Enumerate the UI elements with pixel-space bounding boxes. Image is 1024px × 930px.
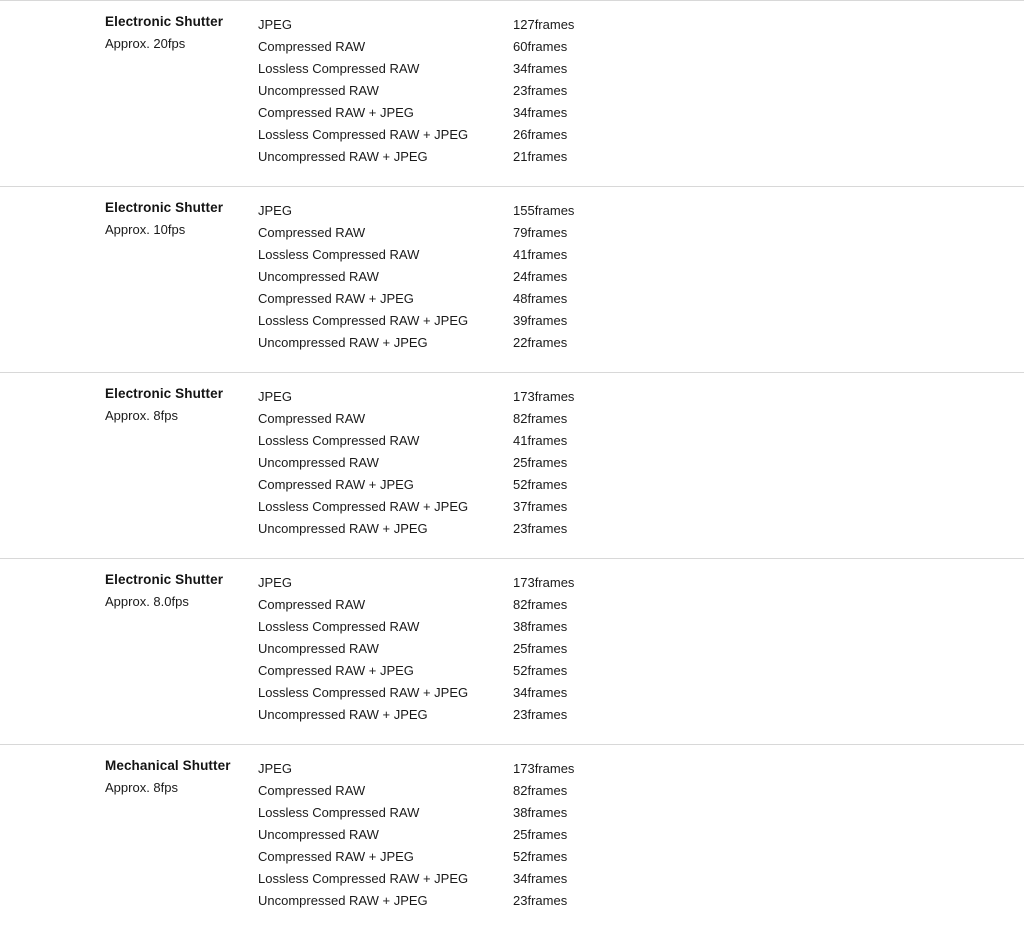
frame-count-value: 48frames [513, 288, 1016, 310]
format-label: Compressed RAW + JPEG [258, 660, 505, 682]
format-label: Uncompressed RAW + JPEG [258, 332, 505, 354]
frame-count-list-cell [513, 559, 1024, 745]
frame-count-value: 52frames [513, 660, 1016, 682]
format-label: Lossless Compressed RAW + JPEG [258, 682, 505, 704]
format-label: JPEG [258, 200, 505, 222]
table-row [0, 559, 1024, 745]
frame-count-value: 21frames [513, 146, 1016, 168]
format-label: Uncompressed RAW + JPEG [258, 704, 505, 726]
format-label: JPEG [258, 572, 505, 594]
frame-count-value: 23frames [513, 890, 1016, 912]
shutter-speed-label: Approx. 8fps [105, 778, 248, 798]
format-label: Lossless Compressed RAW [258, 430, 505, 452]
frame-count-value: 38frames [513, 616, 1016, 638]
format-list-cell [258, 745, 513, 930]
shutter-mode-cell [0, 1, 258, 187]
frame-count-value: 38frames [513, 802, 1016, 824]
format-label: Compressed RAW + JPEG [258, 846, 505, 868]
frame-count-value: 34frames [513, 58, 1016, 80]
frame-count-value: 23frames [513, 80, 1016, 102]
format-label: Uncompressed RAW [258, 266, 505, 288]
frame-count-value: 173frames [513, 386, 1016, 408]
frame-count-value: 60frames [513, 36, 1016, 58]
table-row [0, 373, 1024, 559]
shutter-mode-label: Electronic Shutter [105, 198, 248, 218]
format-label: Uncompressed RAW + JPEG [258, 146, 505, 168]
format-list-cell [258, 373, 513, 559]
format-label: Lossless Compressed RAW + JPEG [258, 496, 505, 518]
format-label: Compressed RAW [258, 222, 505, 244]
frame-count-value: 52frames [513, 846, 1016, 868]
format-label: Uncompressed RAW + JPEG [258, 890, 505, 912]
format-label: Lossless Compressed RAW + JPEG [258, 868, 505, 890]
frame-count-value: 23frames [513, 518, 1016, 540]
format-list-cell [258, 1, 513, 187]
frame-count-value: 34frames [513, 102, 1016, 124]
format-label: Compressed RAW [258, 780, 505, 802]
format-label: Lossless Compressed RAW [258, 244, 505, 266]
frame-count-value: 82frames [513, 594, 1016, 616]
shutter-speed-label: Approx. 8fps [105, 406, 248, 426]
format-label: Uncompressed RAW [258, 824, 505, 846]
format-list-cell [258, 187, 513, 373]
format-label: Lossless Compressed RAW [258, 802, 505, 824]
frame-count-value: 173frames [513, 758, 1016, 780]
frame-count-list-cell [513, 1, 1024, 187]
table-row [0, 1, 1024, 187]
format-label: Lossless Compressed RAW + JPEG [258, 124, 505, 146]
format-label: Uncompressed RAW [258, 452, 505, 474]
shutter-mode-label: Electronic Shutter [105, 384, 248, 404]
frame-count-value: 22frames [513, 332, 1016, 354]
shutter-mode-cell [0, 187, 258, 373]
shutter-mode-label: Electronic Shutter [105, 12, 248, 32]
format-label: JPEG [258, 14, 505, 36]
frame-count-value: 24frames [513, 266, 1016, 288]
frame-count-value: 37frames [513, 496, 1016, 518]
shutter-speed-label: Approx. 10fps [105, 220, 248, 240]
table-body [0, 1, 1024, 930]
format-label: Lossless Compressed RAW [258, 58, 505, 80]
format-list-cell [258, 559, 513, 745]
frame-count-value: 25frames [513, 452, 1016, 474]
frame-count-value: 52frames [513, 474, 1016, 496]
frame-count-value: 127frames [513, 14, 1016, 36]
format-label: Compressed RAW [258, 408, 505, 430]
table-row [0, 745, 1024, 930]
table-row [0, 187, 1024, 373]
format-label: Compressed RAW + JPEG [258, 474, 505, 496]
shutter-speed-label: Approx. 8.0fps [105, 592, 248, 612]
frame-count-value: 34frames [513, 868, 1016, 890]
frame-count-value: 155frames [513, 200, 1016, 222]
frame-count-value: 41frames [513, 430, 1016, 452]
frame-count-list-cell [513, 187, 1024, 373]
frame-count-list-cell [513, 373, 1024, 559]
frame-count-value: 25frames [513, 824, 1016, 846]
frame-count-value: 41frames [513, 244, 1016, 266]
format-label: Lossless Compressed RAW + JPEG [258, 310, 505, 332]
shutter-mode-cell [0, 559, 258, 745]
frame-count-value: 34frames [513, 682, 1016, 704]
shutter-mode-label: Mechanical Shutter [105, 756, 248, 776]
format-label: Compressed RAW [258, 594, 505, 616]
format-label: Compressed RAW + JPEG [258, 288, 505, 310]
frame-count-value: 39frames [513, 310, 1016, 332]
format-label: Uncompressed RAW [258, 80, 505, 102]
shutter-speed-label: Approx. 20fps [105, 34, 248, 54]
shutter-mode-cell [0, 373, 258, 559]
frame-count-value: 23frames [513, 704, 1016, 726]
frame-count-list-cell [513, 745, 1024, 930]
format-label: Uncompressed RAW [258, 638, 505, 660]
format-label: Lossless Compressed RAW [258, 616, 505, 638]
format-label: Uncompressed RAW + JPEG [258, 518, 505, 540]
frame-count-value: 82frames [513, 408, 1016, 430]
format-label: JPEG [258, 386, 505, 408]
format-label: Compressed RAW + JPEG [258, 102, 505, 124]
frame-count-value: 82frames [513, 780, 1016, 802]
format-label: JPEG [258, 758, 505, 780]
frame-count-value: 26frames [513, 124, 1016, 146]
frame-count-value: 173frames [513, 572, 1016, 594]
frame-count-value: 79frames [513, 222, 1016, 244]
format-label: Compressed RAW [258, 36, 505, 58]
frame-count-value: 25frames [513, 638, 1016, 660]
shutter-mode-cell [0, 745, 258, 930]
shutter-mode-label: Electronic Shutter [105, 570, 248, 590]
